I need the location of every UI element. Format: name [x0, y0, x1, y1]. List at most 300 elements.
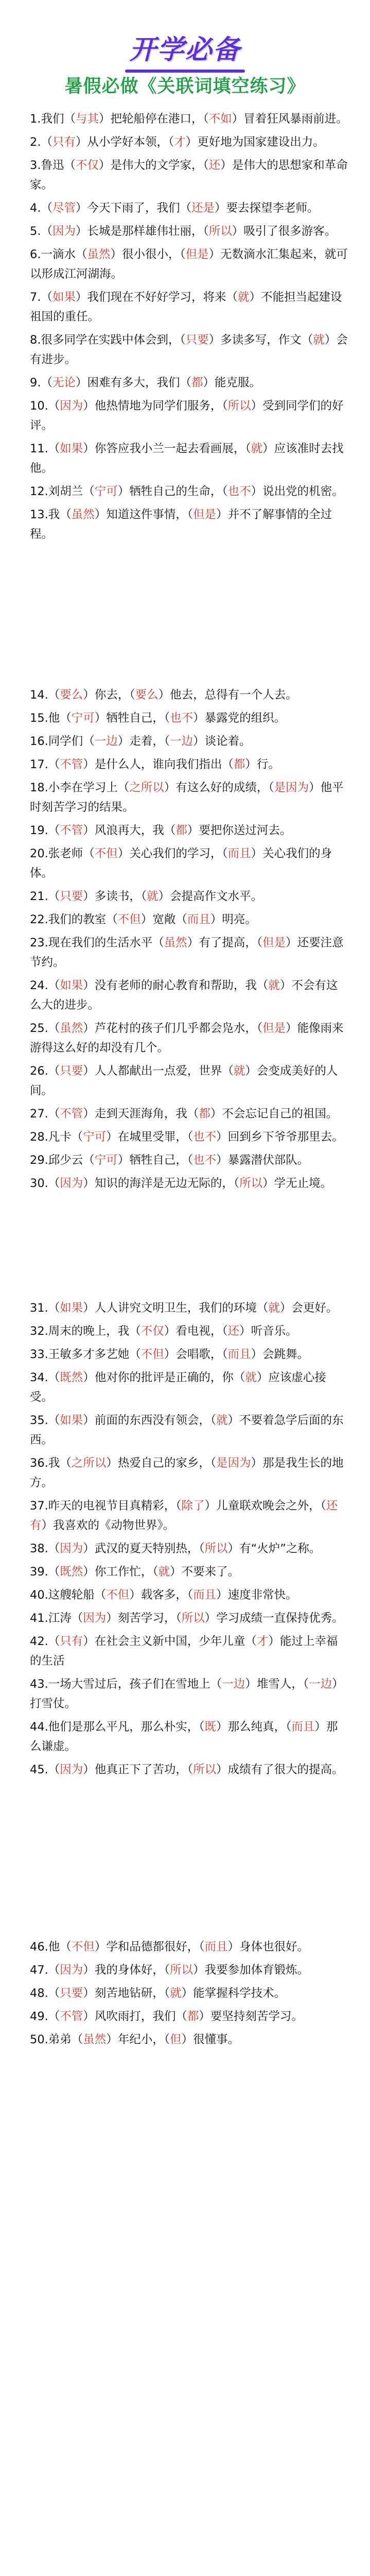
exercise-item — [30, 1368, 349, 1407]
answer-word: 之所以 — [129, 781, 164, 794]
sentence-text: ）回到乡下爷爷那里去。 — [216, 1130, 344, 1144]
sentence-text: ）刻苦学习，（ — [106, 1612, 182, 1625]
sentence-text: ）受到同学们的好评。 — [30, 399, 344, 432]
sentence-text: ）前面的东西没有领会，（ — [83, 1414, 217, 1427]
exercise-item — [30, 2030, 349, 2049]
answer-word: 所以 — [227, 399, 251, 413]
exercise-item — [30, 910, 349, 929]
sentence-text: ）你去，（ — [83, 688, 135, 702]
sentence-text: 31.（ — [30, 1301, 60, 1315]
answer-word: 只有 — [52, 135, 76, 149]
exercise-item — [30, 1019, 349, 1058]
sentence-text: ）学和品德都很好，（ — [94, 1940, 205, 1954]
sentence-text: 20.张老师（ — [30, 847, 95, 860]
answer-word: 还 — [227, 1325, 240, 1338]
sentence-text: 3.鲁迅（ — [30, 159, 76, 172]
exercise-item — [30, 976, 349, 1015]
answer-word: 就 — [268, 1301, 280, 1315]
exercise-item — [30, 198, 349, 218]
sentence-text: ）关心我们的身体。 — [30, 847, 332, 880]
answer-word: 宁可 — [94, 1154, 118, 1167]
answer-word: 所以 — [239, 1177, 263, 1190]
answer-word: 因为 — [52, 225, 76, 238]
sentence-text: 48.（ — [30, 1987, 60, 2000]
sentence-text: ）有“火炉”之称。 — [227, 1542, 321, 1555]
answer-word: 不管 — [60, 758, 83, 771]
sentence-text: ）无数滴水汇集起来，就可以形成江河湖海。 — [30, 248, 348, 281]
answer-word: 不但 — [71, 1940, 95, 1954]
answer-word: 宁可 — [94, 485, 118, 498]
sentence-text: ）知识的海洋是无边无际的，（ — [83, 1177, 240, 1190]
sentence-text: ）能克服。 — [203, 376, 261, 389]
sentence-text: ）听音乐。 — [239, 1325, 297, 1338]
answer-word: 但是 — [262, 1022, 286, 1035]
answer-word: 是因为 — [274, 781, 309, 794]
exercise-item — [30, 1061, 349, 1100]
sentence-text: ）堆雪人，（ — [245, 1677, 309, 1691]
sentence-text: 49.（ — [30, 2010, 60, 2023]
answer-word: 就 — [158, 1565, 170, 1579]
sentence-text: 10.（ — [30, 399, 60, 413]
sentence-text: ）牺牲自己，（ — [94, 711, 170, 725]
sentence-text: ）看电视，（ — [164, 1325, 228, 1338]
exercise-section-4 — [30, 1937, 349, 2053]
sentence-text: ）并不了解事情的全过程。 — [30, 508, 332, 541]
sentence-text: ）风吹雨打，我们（ — [83, 2010, 187, 2023]
answer-word: 就 — [251, 442, 263, 455]
exercise-section-2 — [30, 685, 349, 1197]
sentence-text: ）我喜欢的《动物世界》。 — [41, 1519, 175, 1532]
sentence-text: ）芦花村的孩子们几乎都会凫水，（ — [83, 1022, 263, 1035]
exercise-item — [30, 1539, 349, 1558]
sentence-text: 16.同学们（ — [30, 735, 95, 748]
answer-word: 还有 — [30, 1499, 338, 1532]
exercise-item — [30, 821, 349, 840]
sentence-text: ）没有老师的耐心教育和帮助，我（ — [83, 979, 269, 992]
sentence-text: 4.（ — [30, 201, 52, 215]
exercise-item — [30, 1960, 349, 1980]
answer-word: 虽然 — [87, 248, 111, 261]
sentence-text: ）热爱自己的家乡，（ — [106, 1456, 217, 1470]
sentence-text: ）在城里受罪，（ — [106, 1130, 193, 1144]
answer-word: 如果 — [60, 1414, 83, 1427]
exercise-item — [30, 109, 349, 129]
sentence-text: ）不要着急学后面的东西。 — [30, 1414, 344, 1447]
answer-word: 所以 — [181, 1612, 205, 1625]
answer-word: 所以 — [193, 1763, 217, 1776]
sentence-text: ）成绩有了很大的提高。 — [216, 1763, 344, 1776]
sentence-text: ）多读多写，作文（ — [208, 333, 313, 347]
sentence-text: ）那么谦虚。 — [30, 1720, 338, 1753]
answer-word: 就 — [238, 291, 250, 304]
sentence-text: ）谈论着。 — [193, 735, 251, 748]
sentence-text: 37.昨天的电视节目真精彩，（ — [30, 1499, 182, 1513]
exercise-item — [30, 1674, 349, 1714]
sentence-text: 36.我（ — [30, 1456, 72, 1470]
sentence-text: 11.（ — [30, 442, 60, 455]
answer-word: 还 — [208, 159, 221, 172]
exercise-section-1 — [30, 109, 349, 548]
answer-word: 不但 — [117, 913, 141, 926]
sentence-text: ）困难有多大，我们（ — [75, 376, 191, 389]
sentence-text: ）会跳舞。 — [251, 1348, 309, 1361]
answer-word: 都 — [187, 2010, 199, 2023]
answer-word: 也不 — [193, 1130, 217, 1144]
answer-word: 如果 — [60, 979, 83, 992]
sentence-text: 30.（ — [30, 1177, 60, 1190]
answer-word: 如果 — [60, 442, 83, 455]
sentence-text: ）不会有这么大的进步。 — [30, 979, 338, 1012]
sentence-text: ）载客多，（ — [129, 1588, 193, 1602]
exercise-item — [30, 844, 349, 883]
sentence-text: 15.他（ — [30, 711, 72, 725]
sentence-text: 33.王敏多才多艺她（ — [30, 1348, 141, 1361]
sentence-text: 13.我（ — [30, 508, 72, 521]
sentence-text: 8.很多同学在实践中体会到，（ — [30, 333, 186, 347]
exercise-item — [30, 396, 349, 435]
sentence-text: ）不要来了。 — [170, 1565, 240, 1579]
sentence-text: ）速度非常快。 — [216, 1588, 297, 1602]
answer-word: 不如 — [208, 112, 232, 126]
sentence-text: 1.我们（ — [30, 112, 76, 126]
exercise-item — [30, 1345, 349, 1364]
answer-word: 所以 — [208, 225, 232, 238]
sentence-text: ）说出党的机密。 — [251, 485, 344, 498]
exercise-item — [30, 933, 349, 972]
sentence-text: ）要把你送过河去。 — [187, 824, 292, 837]
answer-word: 但 — [170, 2033, 182, 2046]
header-logo — [0, 21, 370, 77]
answer-word: 一边 — [222, 1677, 245, 1691]
sentence-text: ）行。 — [245, 758, 280, 771]
answer-word: 虽然 — [71, 508, 95, 521]
sentence-text: 47.（ — [30, 1963, 60, 1977]
sentence-text: ）他对你的批评是正确的，你（ — [83, 1371, 245, 1384]
answer-word: 只要 — [60, 1987, 83, 2000]
exercise-item — [30, 1174, 349, 1193]
answer-word: 就 — [170, 1987, 182, 2000]
exercise-section-3 — [30, 1298, 349, 1783]
sentence-text: ）我们现在不好好学习，将来（ — [75, 291, 238, 304]
exercise-item — [30, 505, 349, 544]
answer-word: 一边 — [170, 735, 193, 748]
sentence-text: 29.邱少云（ — [30, 1154, 95, 1167]
sentence-text: 17.（ — [30, 758, 60, 771]
answer-word: 而且 — [227, 1348, 251, 1361]
exercise-item — [30, 439, 349, 478]
sentence-text: 50.弟弟（ — [30, 2033, 83, 2046]
answer-word: 因为 — [60, 1763, 83, 1776]
sentence-text: 41.江涛（ — [30, 1612, 83, 1625]
sentence-text: ）冒着狂风暴雨前进。 — [232, 112, 348, 126]
sentence-text: 42.（ — [30, 1635, 60, 1648]
answer-word: 而且 — [227, 847, 251, 860]
answer-word: 而且 — [291, 1720, 315, 1734]
sentence-text: ）不能担当起建设祖国的重任。 — [30, 291, 342, 324]
sentence-text: ）他热情地为同学们服务，（ — [83, 399, 228, 413]
sentence-text: 5.（ — [30, 225, 52, 238]
sentence-text: ）是伟大的思想家和革命家。 — [30, 159, 348, 192]
sentence-text: ）他去，总得有一个人去。 — [158, 688, 297, 702]
sentence-text: ）暴露潜伏部队。 — [216, 1154, 309, 1167]
sentence-text: 40.这艘轮船（ — [30, 1588, 107, 1602]
sentence-text: ）会有进步。 — [30, 333, 348, 366]
answer-word: 是因为 — [216, 1456, 251, 1470]
answer-word: 虽然 — [164, 936, 187, 950]
exercise-item — [30, 1562, 349, 1582]
sentence-text: ）年纪小，（ — [106, 2033, 170, 2046]
sentence-text: 44.他们是那么平凡，那么朴实，（ — [30, 1720, 205, 1734]
answer-word: 因为 — [60, 1177, 83, 1190]
sentence-text: ）明亮。 — [210, 913, 257, 926]
sentence-text: ）那么纯真，（ — [216, 1720, 292, 1734]
answer-word: 只要 — [185, 333, 209, 347]
answer-word: 不仅 — [140, 1325, 164, 1338]
sentence-text: 7.（ — [30, 291, 52, 304]
sentence-text: ）能过上幸福的生活 — [30, 1635, 338, 1668]
sentence-text: 2.（ — [30, 135, 52, 149]
sentence-text: ）是伟大的文学家，（ — [98, 159, 209, 172]
exercise-item — [30, 685, 349, 705]
answer-word: 而且 — [193, 1588, 217, 1602]
answer-word: 无论 — [52, 376, 76, 389]
sentence-text: ）有这么好的成绩，（ — [164, 781, 274, 794]
answer-word: 都 — [233, 758, 245, 771]
sentence-text: ）牺牲自己的生命，（ — [117, 485, 228, 498]
sentence-text: ）能像雨来游得这么好的却没有几个。 — [30, 1022, 344, 1055]
answer-word: 要么 — [60, 688, 83, 702]
answer-word: 只要 — [60, 890, 83, 903]
exercise-item — [30, 1937, 349, 1957]
sentence-text: ）走着，（ — [117, 735, 170, 748]
answer-word: 也不 — [193, 1154, 217, 1167]
sentence-text: 38.（ — [30, 1542, 60, 1555]
sentence-text: 14.（ — [30, 688, 60, 702]
sentence-text: ）你答应我小兰一起去看画展，（ — [83, 442, 251, 455]
answer-word: 才 — [174, 135, 186, 149]
answer-word: 就 — [313, 333, 325, 347]
sentence-text: ）能掌握科学技术。 — [181, 1987, 286, 2000]
answer-word: 不仅 — [75, 159, 99, 172]
exercise-item — [30, 373, 349, 393]
exercise-item — [30, 1585, 349, 1605]
sentence-text: ）应该准时去找他。 — [30, 442, 344, 475]
answer-word: 只要 — [60, 1064, 83, 1078]
answer-word: 不但 — [94, 847, 118, 860]
sentence-text: ）你工作忙，（ — [83, 1565, 158, 1579]
sentence-text: ）今天下雨了，我们（ — [75, 201, 191, 215]
answer-word: 因为 — [60, 1963, 83, 1977]
exercise-item — [30, 156, 349, 195]
exercise-item — [30, 732, 349, 751]
sentence-text: ）我要参加体育锻炼。 — [193, 1963, 309, 1977]
answer-word: 一边 — [309, 1677, 332, 1691]
sentence-text: 28.凡卡（ — [30, 1130, 83, 1144]
sentence-text: 12.刘胡兰（ — [30, 485, 95, 498]
answer-word: 因为 — [60, 399, 83, 413]
answer-word: 只有 — [60, 1635, 83, 1648]
sentence-text: ）人人讲究文明卫生，我们的环境（ — [83, 1301, 269, 1315]
sentence-text: 34.（ — [30, 1371, 60, 1384]
sentence-text: ）暴露党的组织。 — [193, 711, 286, 725]
exercise-item — [30, 1321, 349, 1341]
sentence-text: ）风浪再大，我（ — [83, 824, 176, 837]
exercise-item — [30, 287, 349, 327]
answer-word: 如果 — [52, 291, 76, 304]
sentence-text: 24.（ — [30, 979, 60, 992]
sentence-text: ）要去探望李老师。 — [215, 201, 319, 215]
answer-word: 所以 — [204, 1542, 228, 1555]
answer-word: 就 — [268, 979, 280, 992]
answer-word: 不但 — [140, 1348, 164, 1361]
answer-word: 如果 — [60, 1301, 83, 1315]
sentence-text: 19.（ — [30, 824, 60, 837]
sentence-text: ）儿童联欢晚会之外，（ — [204, 1499, 326, 1513]
sentence-text: ）是什么人，谁向我们指出（ — [83, 758, 234, 771]
answer-word: 不管 — [60, 824, 83, 837]
sentence-text: 45.（ — [30, 1763, 60, 1776]
exercise-item — [30, 887, 349, 906]
answer-word: 不管 — [60, 2010, 83, 2023]
answer-word: 不管 — [60, 1107, 83, 1121]
sentence-text: ）他真正下了苦功，（ — [83, 1763, 193, 1776]
sentence-text: 43.一场大雪过后，孩子们在雪地上（ — [30, 1677, 222, 1691]
answer-word: 既 — [204, 1720, 217, 1734]
exercise-item — [30, 1608, 349, 1628]
exercise-item — [30, 1760, 349, 1780]
sentence-text: ）学无止境。 — [262, 1177, 332, 1190]
answer-word: 宁可 — [83, 1130, 107, 1144]
sentence-text: ）人人都献出一点爱，世界（ — [83, 1064, 234, 1078]
exercise-item — [30, 1717, 349, 1756]
exercise-item — [30, 1632, 349, 1671]
sentence-text: 32.周末的晚上，我（ — [30, 1325, 141, 1338]
answer-word: 除了 — [181, 1499, 205, 1513]
sentence-text: 23.现在我们的生活水平（ — [30, 936, 164, 950]
exercise-item — [30, 1127, 349, 1147]
exercise-item — [30, 755, 349, 774]
answer-word: 尽管 — [52, 201, 76, 215]
exercise-item — [30, 1104, 349, 1124]
answer-word: 都 — [175, 824, 187, 837]
answer-word: 但是 — [262, 936, 286, 950]
answer-word: 之所以 — [71, 1456, 107, 1470]
sentence-text: 22.我们的教室（ — [30, 913, 118, 926]
sentence-text: 21.（ — [30, 890, 60, 903]
sentence-text: 26.（ — [30, 1064, 60, 1078]
sentence-text: ）关心我们的学习，（ — [117, 847, 228, 860]
answer-word: 虽然 — [83, 2033, 107, 2046]
answer-word: 也不 — [227, 485, 251, 498]
sentence-text: ）会变成美好的人间。 — [30, 1064, 338, 1097]
answer-word: 就 — [245, 1371, 257, 1384]
sentence-text: ）不会忘记自己的祖国。 — [210, 1107, 338, 1121]
exercise-item — [30, 1150, 349, 1170]
sentence-text: ）把轮船停在港口，（ — [98, 112, 209, 126]
answer-word: 既然 — [60, 1565, 83, 1579]
exercise-item — [30, 330, 349, 369]
sentence-text: ）学习成绩一直保持优秀。 — [204, 1612, 344, 1625]
answer-word: 因为 — [60, 1542, 83, 1555]
sentence-text: ）我的身体好，（ — [83, 1963, 170, 1977]
sentence-text: ）在社会主义新中国，少年儿童（ — [83, 1635, 257, 1648]
answer-word: 不但 — [106, 1588, 130, 1602]
answer-word: 也不 — [170, 711, 193, 725]
sentence-text: ）会更好。 — [279, 1301, 338, 1315]
answer-word: 就 — [147, 890, 158, 903]
sentence-text: ）打雪仗。 — [30, 1677, 344, 1710]
logo-text: 开学必备 — [116, 23, 254, 76]
exercise-item — [30, 482, 349, 501]
sentence-text: ）很懂事。 — [181, 2033, 240, 2046]
answer-word: 而且 — [204, 1940, 228, 1954]
exercise-item — [30, 132, 349, 152]
answer-word: 都 — [199, 1107, 210, 1121]
answer-word: 既然 — [60, 1371, 83, 1384]
sentence-text: ）应该虚心接受。 — [30, 1371, 326, 1404]
sentence-text: ）还要注意节约。 — [30, 936, 344, 969]
sentence-text: ）牺牲自己，（ — [117, 1154, 193, 1167]
answer-word: 要么 — [135, 688, 158, 702]
answer-word: 都 — [191, 376, 203, 389]
exercise-item — [30, 1984, 349, 2003]
sentence-text: ）身体也很好。 — [227, 1940, 309, 1954]
page-title: 暑假必做《关联词填空练习》 — [64, 76, 306, 97]
sentence-text: ）那是我生长的地方。 — [30, 1456, 344, 1489]
exercise-item — [30, 222, 349, 241]
exercise-item — [30, 1411, 349, 1450]
sentence-text: ）有了提高，（ — [187, 936, 263, 950]
sentence-text: 27.（ — [30, 1107, 60, 1121]
sentence-text: ）刻苦地钻研，（ — [83, 1987, 170, 2000]
sentence-text: ）很小很小，（ — [110, 248, 186, 261]
sentence-text: 25.（ — [30, 1022, 60, 1035]
answer-word: 一边 — [94, 735, 118, 748]
sentence-text: ）会提高作文水平。 — [158, 890, 263, 903]
sentence-text: ）多读书，（ — [83, 890, 147, 903]
answer-word: 所以 — [170, 1963, 193, 1977]
sentence-text: ）会唱歌，（ — [164, 1348, 228, 1361]
sentence-text: ）从小学好本领，（ — [75, 135, 174, 149]
sentence-text: ）他平时刻苦学习的结果。 — [30, 781, 344, 814]
sentence-text: ）要坚持刻苦学习。 — [199, 2010, 303, 2023]
sentence-text: 46.他（ — [30, 1940, 72, 1954]
exercise-item — [30, 2007, 349, 2026]
exercise-item — [30, 708, 349, 728]
exercise-item — [30, 1298, 349, 1318]
sentence-text: 18.小李在学习上（ — [30, 781, 130, 794]
exercise-item — [30, 778, 349, 817]
exercise-item — [30, 245, 349, 284]
sentence-text: 39.（ — [30, 1565, 60, 1579]
sentence-text: ）更好地为国家建设出力。 — [185, 135, 325, 149]
answer-word: 就 — [233, 1064, 245, 1078]
answer-word: 才 — [256, 1635, 269, 1648]
answer-word: 与其 — [75, 112, 99, 126]
answer-word: 但是 — [185, 248, 209, 261]
sentence-text: ）走到天涯海角，我（ — [83, 1107, 199, 1121]
answer-word: 虽然 — [60, 1022, 83, 1035]
sentence-text: ）宽敞（ — [140, 913, 187, 926]
sentence-text: ）长城是那样雄伟壮丽，（ — [75, 225, 209, 238]
answer-word: 宁可 — [71, 711, 95, 725]
sentence-text: 6.一滴水（ — [30, 248, 87, 261]
sentence-text: ）吸引了很多游客。 — [232, 225, 337, 238]
answer-word: 还是 — [191, 201, 215, 215]
sentence-text: 9.（ — [30, 376, 52, 389]
sentence-text: 35.（ — [30, 1414, 60, 1427]
answer-word: 就 — [216, 1414, 228, 1427]
